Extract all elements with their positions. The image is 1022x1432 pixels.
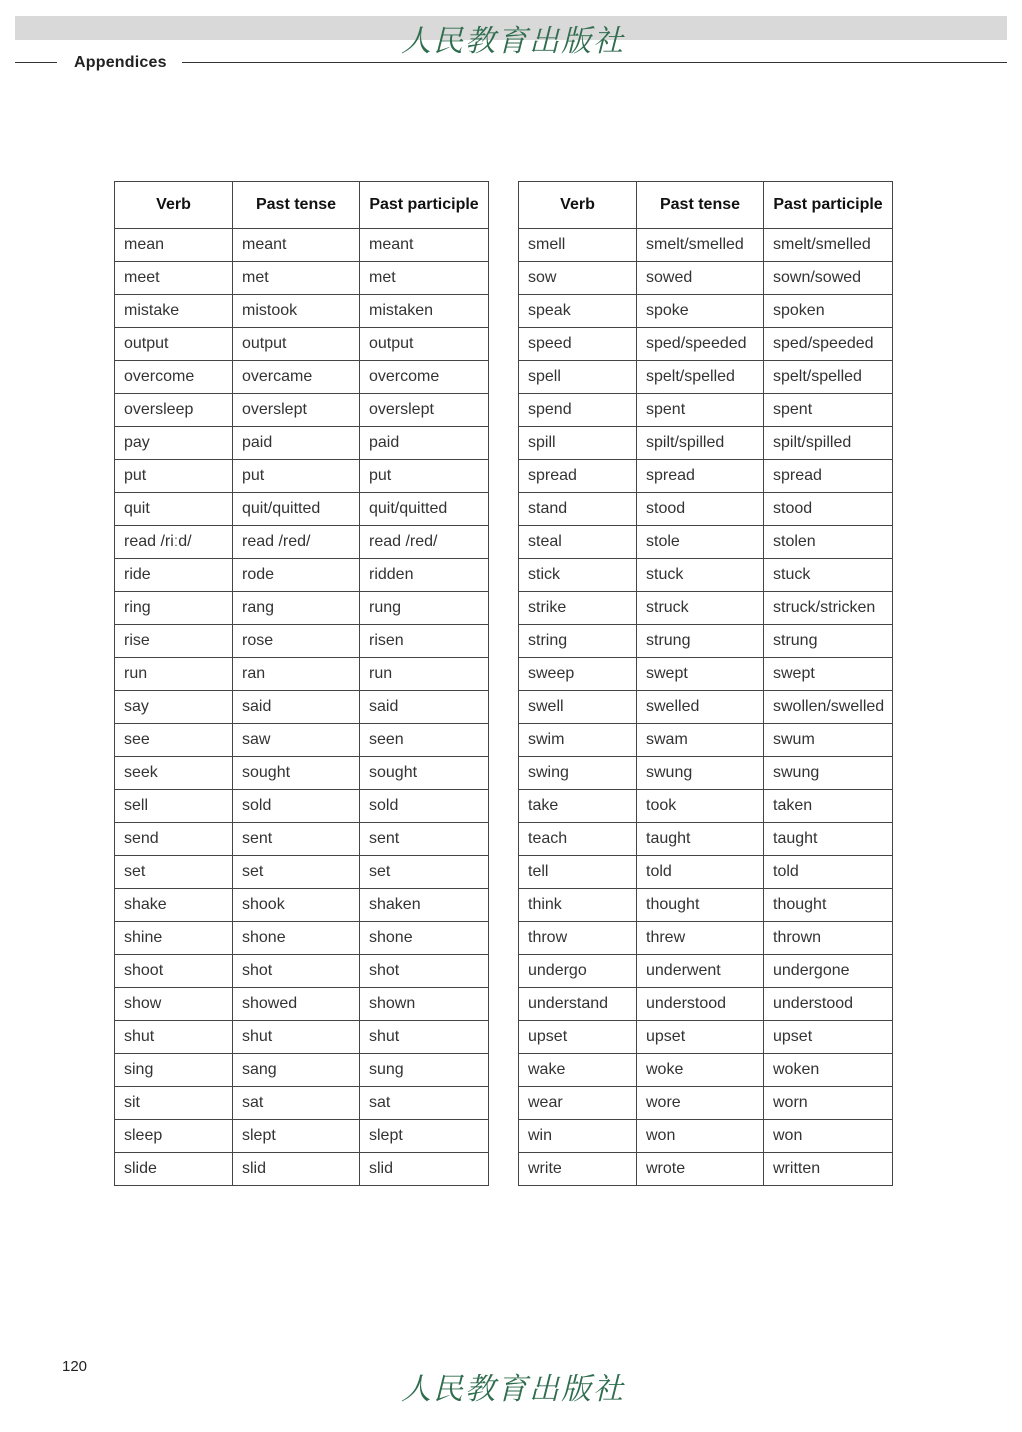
cell-verb: quit <box>115 493 233 526</box>
cell-past-participle: swum <box>764 724 893 757</box>
table-row <box>115 1087 489 1120</box>
cell-past-tense: rode <box>233 559 360 592</box>
cell-verb: pay <box>115 427 233 460</box>
cell-past-tense: spread <box>637 460 764 493</box>
table-row <box>115 1021 489 1054</box>
cell-past-tense: quit/quitted <box>233 493 360 526</box>
svg-text:人民教育出版社: 人民教育出版社 <box>401 24 625 59</box>
cell-past-participle: told <box>764 856 893 889</box>
cell-past-tense: wore <box>637 1087 764 1120</box>
cell-verb: shoot <box>115 955 233 988</box>
table-row <box>115 625 489 658</box>
cell-past-participle: overslept <box>360 394 489 427</box>
cell-verb: say <box>115 691 233 724</box>
cell-verb: wear <box>519 1087 637 1120</box>
cell-verb: spell <box>519 361 637 394</box>
table-row <box>519 856 893 889</box>
cell-past-tense: spoke <box>637 295 764 328</box>
cell-past-participle: understood <box>764 988 893 1021</box>
cell-verb: speak <box>519 295 637 328</box>
cell-past-participle: met <box>360 262 489 295</box>
cell-verb: swing <box>519 757 637 790</box>
cell-past-participle: shot <box>360 955 489 988</box>
cell-verb: sing <box>115 1054 233 1087</box>
cell-past-participle: rung <box>360 592 489 625</box>
cell-past-tense: upset <box>637 1021 764 1054</box>
cell-past-tense: stole <box>637 526 764 559</box>
cell-past-participle: seen <box>360 724 489 757</box>
table-row <box>519 757 893 790</box>
table-row <box>519 460 893 493</box>
cell-verb: stick <box>519 559 637 592</box>
cell-past-participle: said <box>360 691 489 724</box>
cell-verb: spill <box>519 427 637 460</box>
cell-past-participle: read /red/ <box>360 526 489 559</box>
cell-past-tense: rose <box>233 625 360 658</box>
cell-verb: swell <box>519 691 637 724</box>
cell-past-tense: set <box>233 856 360 889</box>
cell-past-participle: smelt/smelled <box>764 229 893 262</box>
cell-verb: sit <box>115 1087 233 1120</box>
table-row <box>519 1087 893 1120</box>
cell-verb: mistake <box>115 295 233 328</box>
cell-verb: meet <box>115 262 233 295</box>
cell-verb: swim <box>519 724 637 757</box>
cell-past-tense: output <box>233 328 360 361</box>
column-header-verb: Verb <box>115 182 233 229</box>
table-row <box>115 394 489 427</box>
cell-verb: upset <box>519 1021 637 1054</box>
cell-verb: steal <box>519 526 637 559</box>
table-row <box>519 592 893 625</box>
cell-verb: take <box>519 790 637 823</box>
cell-past-tense: rang <box>233 592 360 625</box>
table-row <box>115 691 489 724</box>
cell-verb: strike <box>519 592 637 625</box>
cell-verb: teach <box>519 823 637 856</box>
table-row <box>115 592 489 625</box>
cell-verb: win <box>519 1120 637 1153</box>
table-row <box>519 625 893 658</box>
cell-past-participle: sown/sowed <box>764 262 893 295</box>
cell-verb: string <box>519 625 637 658</box>
cell-past-participle: run <box>360 658 489 691</box>
cell-verb: output <box>115 328 233 361</box>
table-row <box>519 229 893 262</box>
verb-table-left <box>114 181 489 1186</box>
table-row <box>115 856 489 889</box>
cell-verb: sleep <box>115 1120 233 1153</box>
column-header-past-tense: Past tense <box>637 182 764 229</box>
publisher-calligraphy-icon <box>378 1368 648 1408</box>
cell-past-participle: thrown <box>764 922 893 955</box>
cell-past-participle: spilt/spilled <box>764 427 893 460</box>
cell-verb: shake <box>115 889 233 922</box>
cell-verb: write <box>519 1153 637 1186</box>
cell-verb: understand <box>519 988 637 1021</box>
cell-verb: stand <box>519 493 637 526</box>
table-row <box>519 724 893 757</box>
verb-table-right <box>518 181 893 1186</box>
cell-past-tense: thought <box>637 889 764 922</box>
cell-past-tense: struck <box>637 592 764 625</box>
cell-verb: slide <box>115 1153 233 1186</box>
cell-verb: think <box>519 889 637 922</box>
table-row <box>115 757 489 790</box>
cell-past-tense: shone <box>233 922 360 955</box>
cell-past-tense: won <box>637 1120 764 1153</box>
cell-verb: show <box>115 988 233 1021</box>
cell-past-participle: stuck <box>764 559 893 592</box>
cell-past-tense: swung <box>637 757 764 790</box>
cell-past-participle: woken <box>764 1054 893 1087</box>
cell-verb: see <box>115 724 233 757</box>
cell-verb: shine <box>115 922 233 955</box>
cell-past-tense: taught <box>637 823 764 856</box>
cell-verb: smell <box>519 229 637 262</box>
table-row <box>519 658 893 691</box>
cell-past-participle: risen <box>360 625 489 658</box>
cell-verb: overcome <box>115 361 233 394</box>
cell-past-tense: overcame <box>233 361 360 394</box>
cell-past-tense: sought <box>233 757 360 790</box>
cell-past-tense: met <box>233 262 360 295</box>
cell-past-participle: spoken <box>764 295 893 328</box>
cell-past-tense: slid <box>233 1153 360 1186</box>
header-rule-left <box>15 62 57 63</box>
cell-past-tense: threw <box>637 922 764 955</box>
table-row <box>115 1153 489 1186</box>
cell-past-tense: put <box>233 460 360 493</box>
cell-past-participle: set <box>360 856 489 889</box>
cell-past-participle: stolen <box>764 526 893 559</box>
table-row <box>115 988 489 1021</box>
cell-past-tense: meant <box>233 229 360 262</box>
table-row <box>519 1021 893 1054</box>
cell-past-tense: shook <box>233 889 360 922</box>
cell-past-participle: shone <box>360 922 489 955</box>
cell-past-tense: spelt/spelled <box>637 361 764 394</box>
cell-past-participle: taken <box>764 790 893 823</box>
table-row <box>519 1120 893 1153</box>
table-row <box>115 493 489 526</box>
table-row <box>519 1054 893 1087</box>
cell-past-tense: paid <box>233 427 360 460</box>
cell-past-tense: underwent <box>637 955 764 988</box>
cell-past-tense: spilt/spilled <box>637 427 764 460</box>
page-number: 120 <box>62 1358 88 1375</box>
cell-verb: run <box>115 658 233 691</box>
cell-past-tense: sang <box>233 1054 360 1087</box>
table-row <box>115 823 489 856</box>
cell-verb: ring <box>115 592 233 625</box>
cell-past-tense: slept <box>233 1120 360 1153</box>
table-row <box>519 427 893 460</box>
cell-past-tense: understood <box>637 988 764 1021</box>
table-row <box>115 1120 489 1153</box>
header-rule-right <box>182 62 1007 63</box>
publisher-logo-top <box>378 20 648 60</box>
cell-past-tense: smelt/smelled <box>637 229 764 262</box>
cell-past-tense: told <box>637 856 764 889</box>
cell-past-tense: showed <box>233 988 360 1021</box>
cell-past-participle: sat <box>360 1087 489 1120</box>
cell-past-participle: swung <box>764 757 893 790</box>
table-row <box>115 559 489 592</box>
cell-verb: spend <box>519 394 637 427</box>
cell-past-participle: sought <box>360 757 489 790</box>
table-row <box>115 262 489 295</box>
table-row <box>519 790 893 823</box>
cell-verb: spread <box>519 460 637 493</box>
column-header-past-participle: Past participle <box>360 182 489 229</box>
cell-past-tense: swelled <box>637 691 764 724</box>
table-row <box>115 361 489 394</box>
table-header-row <box>519 182 893 229</box>
cell-verb: undergo <box>519 955 637 988</box>
table-row <box>519 262 893 295</box>
table-row <box>519 526 893 559</box>
cell-verb: mean <box>115 229 233 262</box>
table-row <box>519 1153 893 1186</box>
cell-verb: wake <box>519 1054 637 1087</box>
svg-text:人民教育出版社: 人民教育出版社 <box>401 1372 625 1407</box>
cell-verb: rise <box>115 625 233 658</box>
cell-past-tense: woke <box>637 1054 764 1087</box>
column-header-past-tense: Past tense <box>233 182 360 229</box>
cell-verb: shut <box>115 1021 233 1054</box>
cell-past-participle: spent <box>764 394 893 427</box>
table-row <box>115 658 489 691</box>
cell-past-participle: slept <box>360 1120 489 1153</box>
cell-verb: sell <box>115 790 233 823</box>
cell-past-participle: spread <box>764 460 893 493</box>
cell-past-participle: sold <box>360 790 489 823</box>
table-row <box>519 493 893 526</box>
cell-past-tense: overslept <box>233 394 360 427</box>
cell-past-tense: shot <box>233 955 360 988</box>
cell-past-participle: slid <box>360 1153 489 1186</box>
table-row <box>519 823 893 856</box>
cell-past-tense: swept <box>637 658 764 691</box>
cell-past-tense: sowed <box>637 262 764 295</box>
cell-verb: put <box>115 460 233 493</box>
cell-past-tense: saw <box>233 724 360 757</box>
cell-verb: speed <box>519 328 637 361</box>
table-row <box>115 526 489 559</box>
cell-verb: oversleep <box>115 394 233 427</box>
cell-past-participle: won <box>764 1120 893 1153</box>
cell-verb: sweep <box>519 658 637 691</box>
cell-verb: send <box>115 823 233 856</box>
table-row <box>115 790 489 823</box>
table-row <box>519 559 893 592</box>
cell-verb: sow <box>519 262 637 295</box>
table-row <box>115 1054 489 1087</box>
cell-past-tense: read /red/ <box>233 526 360 559</box>
cell-past-tense: sat <box>233 1087 360 1120</box>
table-row <box>115 955 489 988</box>
cell-verb: seek <box>115 757 233 790</box>
publisher-logo-bottom <box>378 1368 648 1408</box>
table-row <box>519 361 893 394</box>
cell-past-tense: sent <box>233 823 360 856</box>
table-row <box>519 988 893 1021</box>
column-header-past-participle: Past participle <box>764 182 893 229</box>
table-row <box>519 691 893 724</box>
cell-verb: tell <box>519 856 637 889</box>
table-row <box>115 460 489 493</box>
cell-past-participle: written <box>764 1153 893 1186</box>
cell-past-participle: quit/quitted <box>360 493 489 526</box>
table-row <box>115 427 489 460</box>
cell-past-tense: sped/speeded <box>637 328 764 361</box>
cell-past-participle: paid <box>360 427 489 460</box>
cell-past-participle: worn <box>764 1087 893 1120</box>
cell-past-participle: meant <box>360 229 489 262</box>
table-row <box>115 724 489 757</box>
cell-verb: set <box>115 856 233 889</box>
cell-past-tense: said <box>233 691 360 724</box>
section-title: Appendices <box>74 54 167 71</box>
cell-past-participle: sped/speeded <box>764 328 893 361</box>
cell-past-participle: output <box>360 328 489 361</box>
column-header-verb: Verb <box>519 182 637 229</box>
cell-past-participle: sent <box>360 823 489 856</box>
cell-past-tense: mistook <box>233 295 360 328</box>
cell-past-participle: swollen/swelled <box>764 691 893 724</box>
cell-past-tense: ran <box>233 658 360 691</box>
cell-past-participle: swept <box>764 658 893 691</box>
cell-past-participle: mistaken <box>360 295 489 328</box>
cell-past-participle: undergone <box>764 955 893 988</box>
cell-past-tense: stuck <box>637 559 764 592</box>
cell-past-participle: upset <box>764 1021 893 1054</box>
cell-past-participle: shown <box>360 988 489 1021</box>
cell-past-participle: ridden <box>360 559 489 592</box>
table-row <box>115 889 489 922</box>
cell-past-tense: stood <box>637 493 764 526</box>
cell-past-participle: strung <box>764 625 893 658</box>
cell-past-participle: spelt/spelled <box>764 361 893 394</box>
table-row <box>519 328 893 361</box>
table-row <box>115 229 489 262</box>
cell-past-tense: took <box>637 790 764 823</box>
cell-past-participle: struck/stricken <box>764 592 893 625</box>
cell-past-participle: stood <box>764 493 893 526</box>
cell-verb: read /riːd/ <box>115 526 233 559</box>
table-row <box>115 922 489 955</box>
cell-past-participle: shut <box>360 1021 489 1054</box>
cell-past-tense: shut <box>233 1021 360 1054</box>
table-row <box>115 328 489 361</box>
cell-past-participle: taught <box>764 823 893 856</box>
cell-past-tense: wrote <box>637 1153 764 1186</box>
cell-past-participle: shaken <box>360 889 489 922</box>
table-header-row <box>115 182 489 229</box>
table-row <box>519 295 893 328</box>
cell-past-participle: sung <box>360 1054 489 1087</box>
cell-past-participle: put <box>360 460 489 493</box>
table-row <box>115 295 489 328</box>
cell-past-tense: strung <box>637 625 764 658</box>
publisher-calligraphy-icon <box>378 20 648 60</box>
cell-verb: throw <box>519 922 637 955</box>
cell-past-participle: overcome <box>360 361 489 394</box>
table-row <box>519 922 893 955</box>
cell-past-tense: swam <box>637 724 764 757</box>
cell-verb: ride <box>115 559 233 592</box>
table-row <box>519 394 893 427</box>
table-row <box>519 955 893 988</box>
cell-past-participle: thought <box>764 889 893 922</box>
cell-past-tense: spent <box>637 394 764 427</box>
table-row <box>519 889 893 922</box>
cell-past-tense: sold <box>233 790 360 823</box>
